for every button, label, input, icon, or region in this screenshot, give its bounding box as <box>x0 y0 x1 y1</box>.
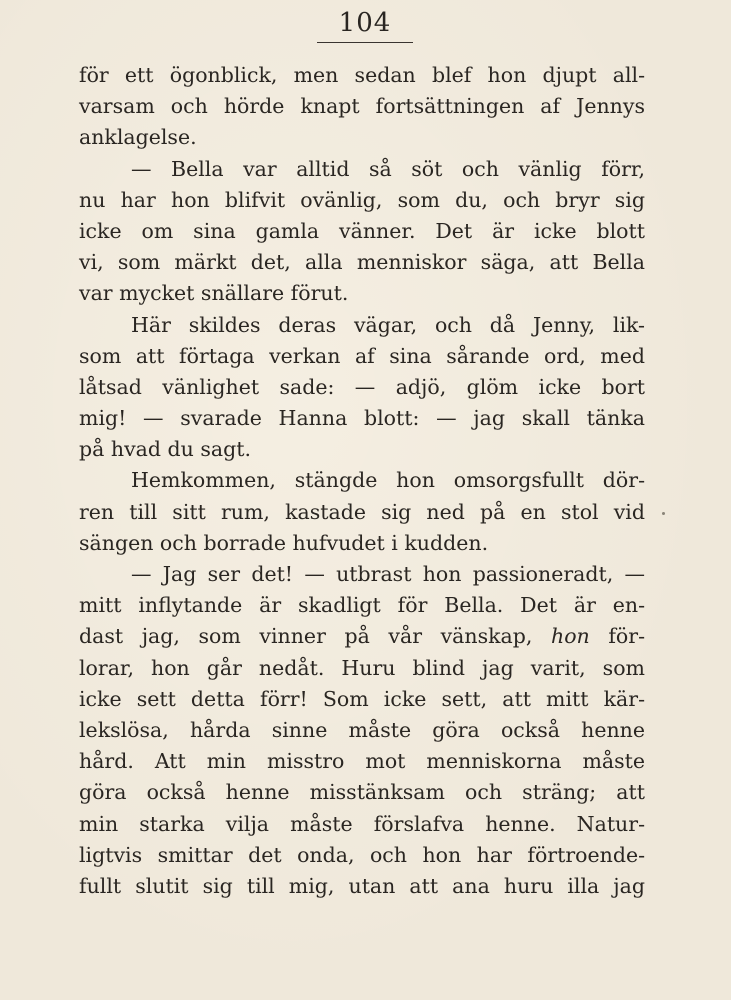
text-line: icke sett detta förr! Som icke sett, att mitt kär- <box>79 686 645 711</box>
body-text <box>79 60 645 902</box>
text-line: — Bella var alltid så söt och vänlig förr, <box>131 156 645 181</box>
text-line: ren till sitt rum, kastade sig ned på en stol vid <box>79 499 645 524</box>
text-line: sängen och borrade hufvudet i kudden. <box>79 530 489 555</box>
text-line: fullt slutit sig till mig, utan att ana huru illa jag <box>79 873 645 898</box>
text-line: dast jag, som vinner på vår vänskap, hon för- <box>79 624 645 649</box>
margin-speck <box>662 512 665 515</box>
text-line: mitt inflytande är skadligt för Bella. Det är en- <box>79 593 645 618</box>
text-line: lorar, hon går nedåt. Huru blind jag varit, som <box>79 655 645 680</box>
text-line: mig! — svarade Hanna blott: — jag skall tänka <box>79 406 645 431</box>
text-line: — Jag ser det! — utbrast hon passioneradt, — <box>131 562 645 586</box>
text-line: min starka vilja måste förslafva henne. Natur- <box>79 811 645 836</box>
emphasized-word: hon <box>551 624 590 649</box>
text-line: som att förtaga verkan af sina sårande ord, med <box>79 343 645 368</box>
text-line: lekslösa, hårda sinne måste göra också henne <box>79 717 645 742</box>
text-line: varsam och hörde knapt fortsättningen af Jennys <box>79 94 645 119</box>
text-line: anklagelse. <box>79 125 197 150</box>
text-line: för ett ögonblick, men sedan blef hon djupt all- <box>79 63 645 87</box>
text-line: nu har hon blifvit ovänlig, som du, och bryr sig <box>79 187 645 212</box>
text-line: göra också henne misstänksam och sträng; att <box>79 780 645 805</box>
text-line: hård. Att min misstro mot menniskorna måste <box>79 749 645 774</box>
text-line: icke om sina gamla vänner. Det är icke blott <box>79 218 645 243</box>
text-line: ligtvis smittar det onda, och hon har förtroende- <box>79 842 645 867</box>
text-line: Hemkommen, stängde hon omsorgsfullt dör- <box>131 468 645 493</box>
header-rule <box>317 42 413 43</box>
text-line: på hvad du sagt. <box>79 437 251 462</box>
text-line: var mycket snällare förut. <box>79 281 349 306</box>
page-number: 104 <box>338 8 392 38</box>
text-line: Här skildes deras vägar, och då Jenny, lik- <box>131 312 645 337</box>
text-line: låtsad vänlighet sade: — adjö, glöm icke bort <box>79 374 645 399</box>
text-line: vi, som märkt det, alla menniskor säga, att Bella <box>79 250 645 275</box>
